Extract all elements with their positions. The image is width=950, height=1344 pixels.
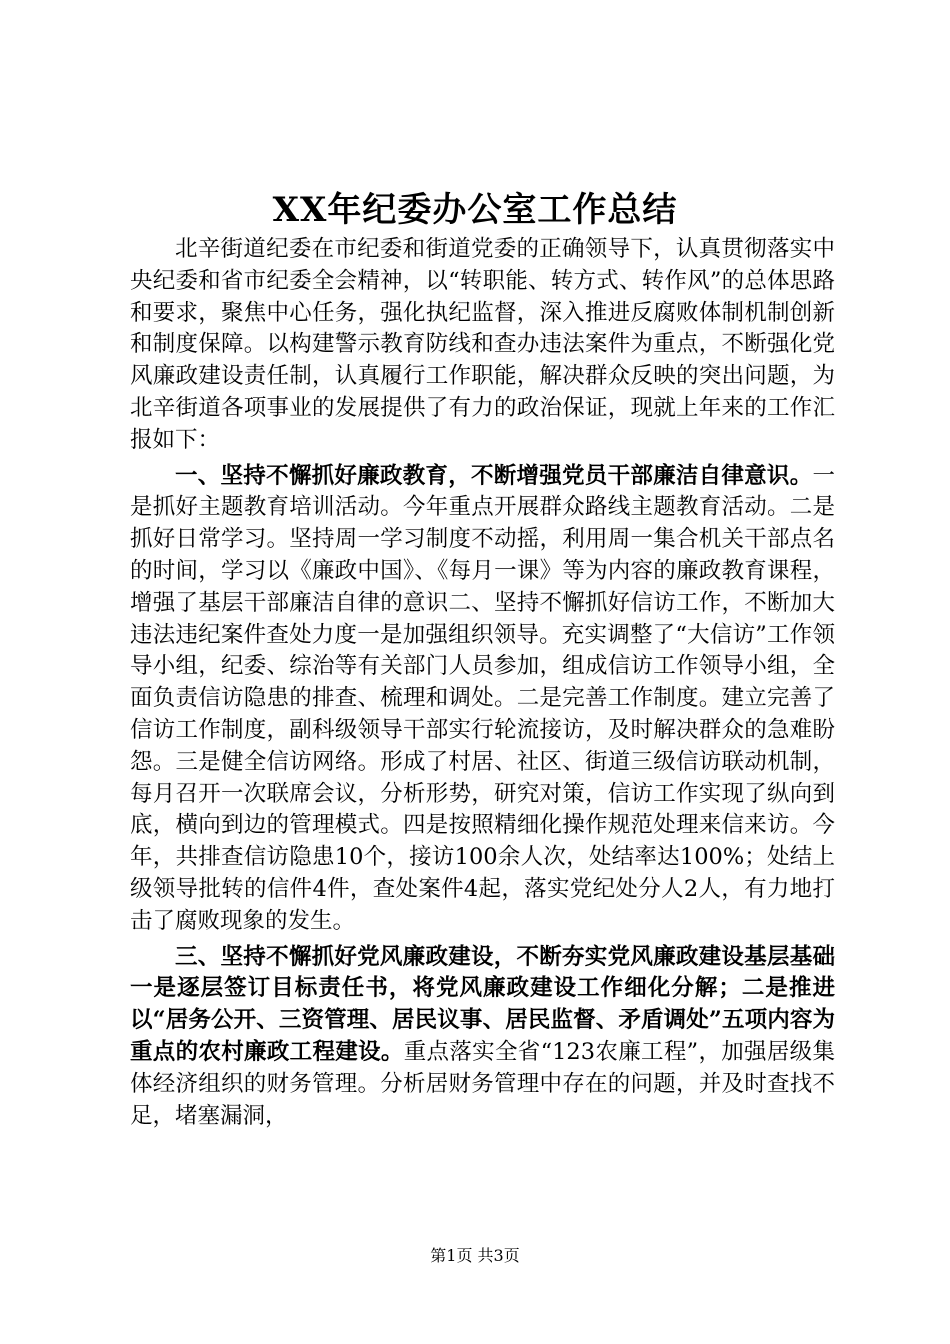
section-1-body: 一是抓好主题教育培训活动。今年重点开展群众路线主题教育活动。二是抓好日常学习。坚持周一学习制度不动摇，利用周一集合机关干部点名的时间，学习以《廉政中国》、《每月一课》等为内容的廉政教育课程，增强了基层干部廉洁自律的意识二、坚持不懈抓好信访工作，不断加大违法违纪案件查处力度一是加强组织领导。充实调整了“大信访”工作领导小组，纪委、综治等有关部门人员参加，组成信访工作领导小组，全面负责信访隐患的排查、梳理和调处。二是完善工作制度。建立完善了信访工作制度，副科级领导干部实行轮流接访，及时解决群众的急难盼怨。三是健全信访网络。形成了村居、社区、街道三级信访联动机制，每月召开一次联席会议，分析形势，研究对策，信访工作实现了纵向到底，横向到边的管理模式。四是按照精细化操作规范处理来信来访。今年，共排查信访隐患10个，接访100余人次，处结率达100%；处结上级领导批转的信件4件，查处案件4起，落实党纪处分人2人，有力地打击了腐败现象的发生。	[130, 462, 835, 934]
page-footer: 第1页 共3页	[430, 1246, 520, 1265]
section-1-paragraph	[130, 461, 835, 938]
section-3-body: 重点落实全省“123农廉工程”，加强居级集体经济组织的财务管理。分析居财务管理中存在的问题，并及时查找不足，堵塞漏洞，	[130, 1038, 835, 1129]
section-3-heading: 三、坚持不懈抓好党风廉政建设，不断夯实党风廉政建设基层基础一是逐层签订目标责任书，将党风廉政建设工作细化分解；二是推进以“居务公开、三资管理、居民议事、居民监督、矛盾调处”五项内容为重点的农村廉政工程建设。	[130, 943, 835, 1065]
intro-paragraph: 北辛街道纪委在市纪委和街道党委的正确领导下，认真贯彻落实中央纪委和省市纪委全会精神，以“转职能、转方式、转作风”的总体思路和要求，聚焦中心任务，强化执纪监督，深入推进反腐败体制机制创新和制度保障。以构建警示教育防线和查办违法案件为重点，不断强化党风廉政建设责任制，认真履行工作职能，解决群众反映的突出问题，为北辛街道各项事业的发展提供了有力的政治保证，现就上年来的工作汇报如下：	[130, 236, 835, 453]
section-1-heading: 一、坚持不懈抓好廉政教育，不断增强党员干部廉洁自律意识。	[175, 462, 813, 489]
document-title: XX年纪委办公室工作总结	[272, 190, 678, 230]
section-3-paragraph	[130, 942, 835, 1133]
document-body	[130, 234, 835, 1132]
